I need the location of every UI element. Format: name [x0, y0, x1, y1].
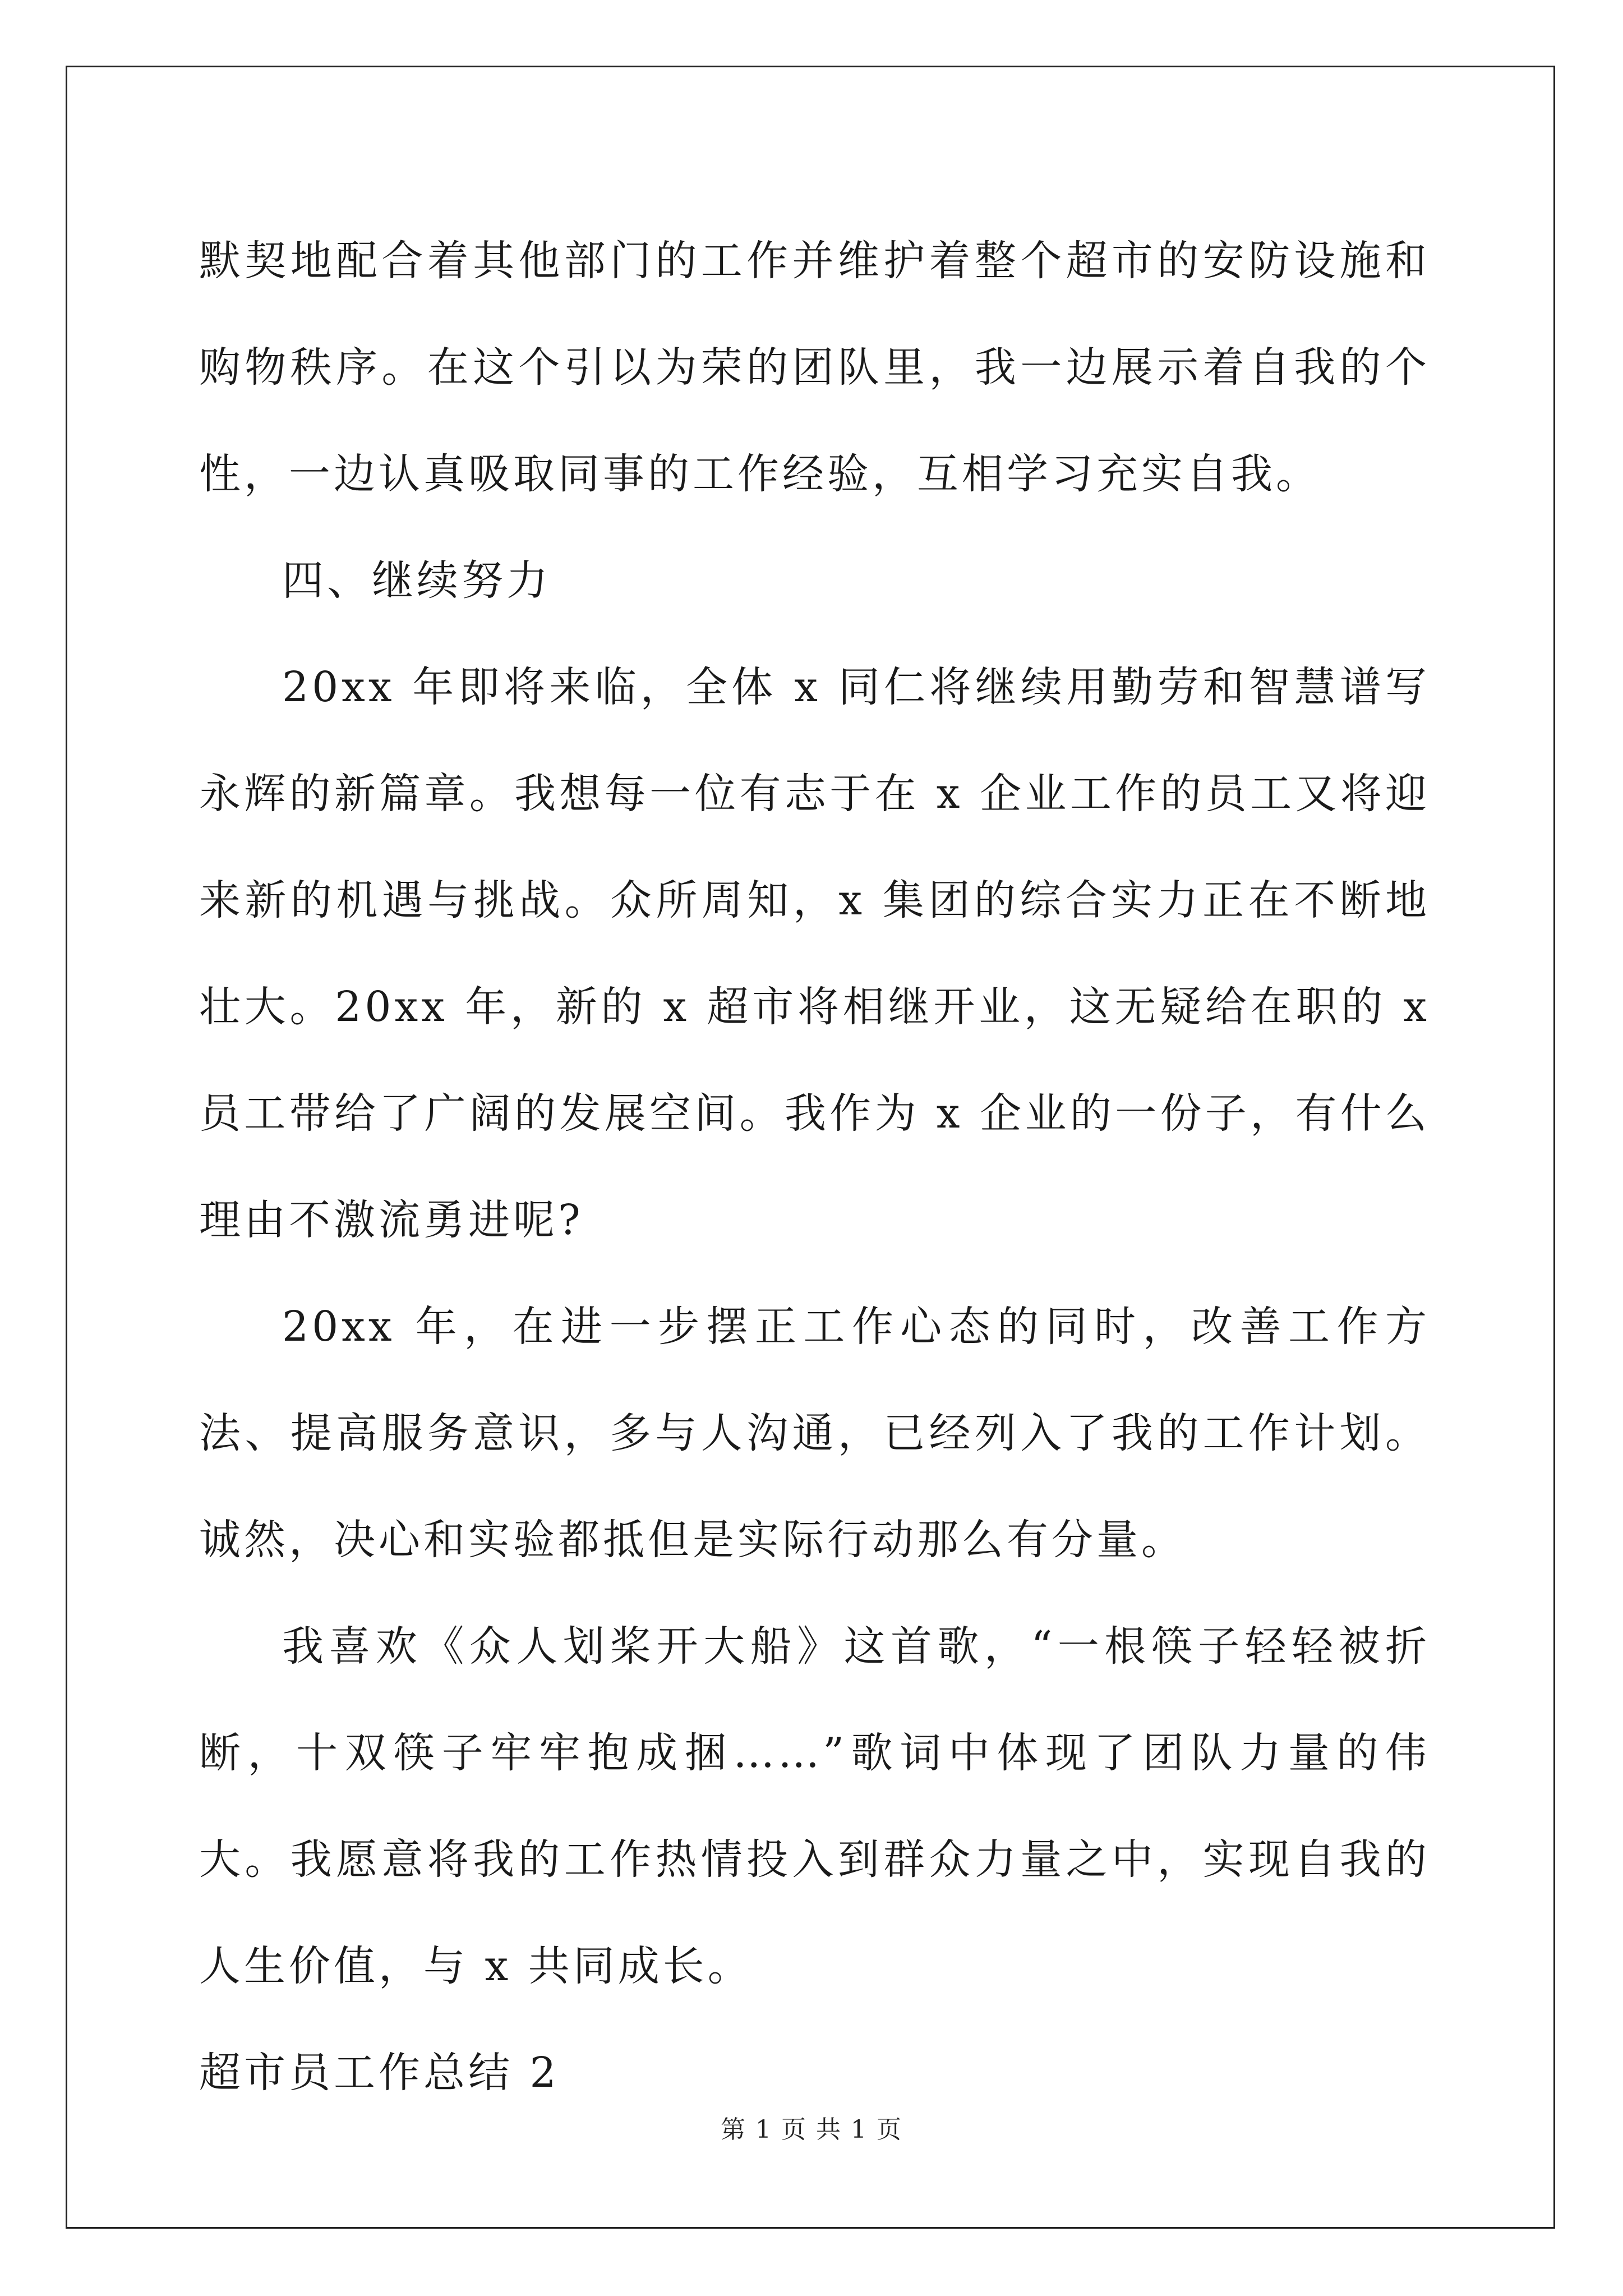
paragraph: 20xx 年即将来临，全体 x 同仁将继续用勤劳和智慧谱写永辉的新篇章。我想每一位有志于在 x 企业工作的员工又将迎来新的机遇与挑战。众所周知，x 集团的综合实力正在不断地壮大。20xx 年，新的 x 超市将相继开业，这无疑给在职的 x 员工带给了广阔的发展空间。我作为 x 企业的一份子，有什么理由不激流勇进呢?: [199, 663, 1430, 1244]
page-footer: 第 1 页 共 1 页: [721, 2115, 902, 2144]
paragraph-continuation: 默契地配合着其他部门的工作并维护着整个超市的安防设施和购物秩序。在这个引以为荣的团队里，我一边展示着自我的个性，一边认真吸取同事的工作经验，互相学习充实自我。: [199, 237, 1430, 498]
section-heading: 四、继续努力: [282, 556, 551, 605]
paragraph: 我喜欢《众人划桨开大船》这首歌，“一根筷子轻轻被折断，十双筷子牢牢抱成捆……”歌词中体现了团队力量的伟大。我愿意将我的工作热情投入到群众力量之中，实现自我的人生价值，与 x 共同成长。: [199, 1622, 1430, 1990]
paragraph: 20xx 年，在进一步摆正工作心态的同时，改善工作方法、提高服务意识，多与人沟通，已经列入了我的工作计划。诚然，决心和实验都抵但是实际行动那么有分量。: [199, 1303, 1430, 1564]
document-body: [199, 208, 1430, 2126]
section-title: 超市员工作总结 2: [199, 2049, 560, 2097]
